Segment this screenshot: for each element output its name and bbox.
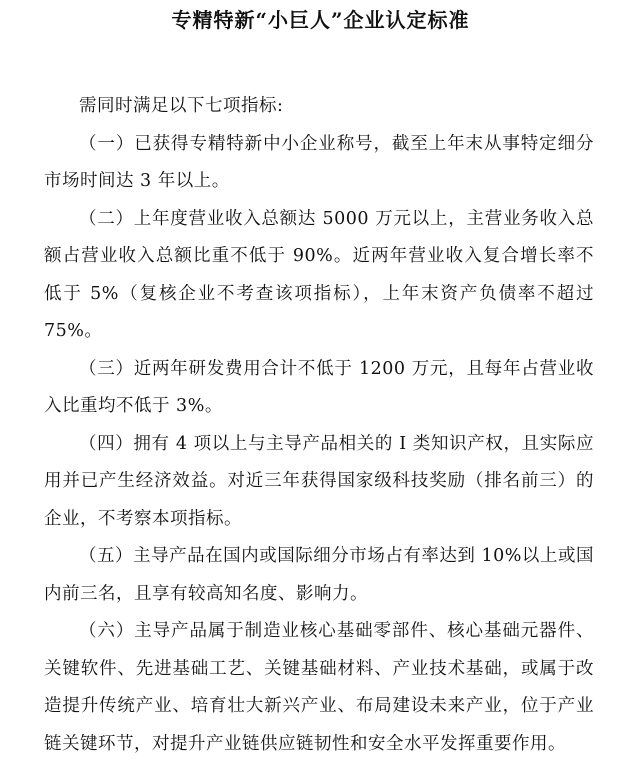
criterion-6-paragraph: （六）主导产品属于制造业核心基础零部件、核心基础元器件、关键软件、先进基础工艺、关键基础材料、产业技术基础，或属于改造提升传统产业、培育壮大新兴产业、布局建设未来产业，位于产业链关键环节，对提升产业链供应链韧性和安全水平发挥重要作用。 xyxy=(44,621,594,754)
document-title: 专精特新“小巨人”企业认定标准 xyxy=(171,8,470,32)
criterion-2-paragraph: （二）上年度营业收入总额达 5000 万元以上，主营业务收入总额占营业收入总额比重不低于 90%。近两年营业收入复合增长率不低于 5%（复核企业不考查该项指标），上年末资产负债率不超过 75%。 xyxy=(44,208,594,341)
intro-paragraph: 需同时满足以下七项指标: xyxy=(79,96,284,116)
criterion-3-paragraph: （三）近两年研发费用合计不低于 1200 万元，且每年占营业收入比重均不低于 3%。 xyxy=(44,358,594,416)
criterion-5-paragraph: （五）主导产品在国内或国际细分市场占有率达到 10%以上或国内前三名，且享有较高知名度、影响力。 xyxy=(44,546,594,604)
criterion-1-paragraph: （一）已获得专精特新中小企业称号，截至上年末从事特定细分市场时间达 3 年以上。 xyxy=(44,133,594,191)
document-body xyxy=(44,88,594,763)
criterion-4-paragraph: （四）拥有 4 项以上与主导产品相关的 I 类知识产权，且实际应用并已产生经济效益。对近三年获得国家级科技奖励（排名前三）的企业，不考察本项指标。 xyxy=(44,433,594,529)
